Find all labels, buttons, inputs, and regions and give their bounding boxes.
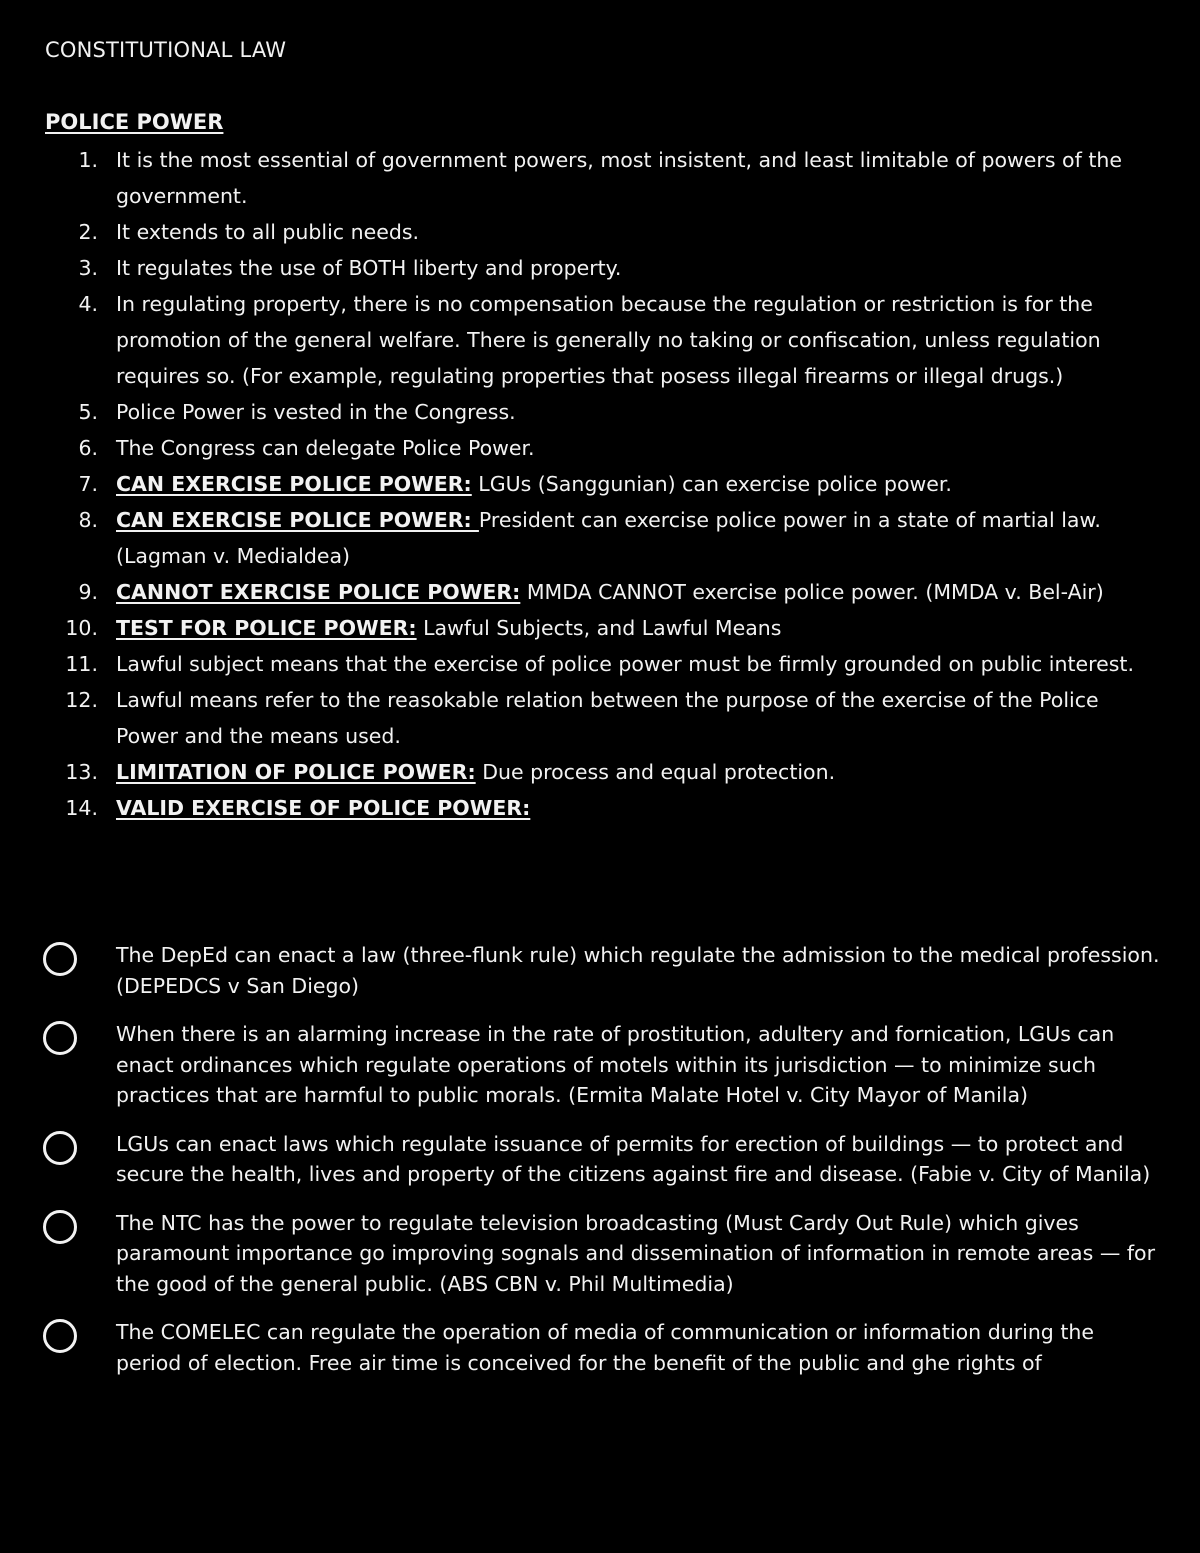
list-item <box>0 394 1200 430</box>
list-item <box>0 466 1200 502</box>
item-text: In regulating property, there is no compensation because the regulation or restriction is for the promotion of the general welfare. There is generally no taking or confiscation, unless regulation requires so. (For example, regulating properties that posess illegal firearms or illegal drugs.) <box>116 292 1101 388</box>
list-item <box>0 610 1200 646</box>
list-item <box>0 646 1200 682</box>
circle-bullet-icon <box>43 1210 77 1244</box>
list-item <box>0 286 1200 394</box>
item-text: Lawful subject means that the exercise of police power must be firmly grounded on public interest. <box>116 652 1134 676</box>
circle-bullet-icon <box>43 1319 77 1353</box>
item-text: President can exercise police power in a state of martial law. (Lagman v. Medialdea) <box>116 508 1101 568</box>
item-text: It regulates the use of BOTH liberty and property. <box>116 256 622 280</box>
item-number: 9. <box>78 580 98 604</box>
numbered-list <box>0 142 1200 826</box>
example-item <box>0 940 1200 1001</box>
list-item <box>0 142 1200 214</box>
item-number: 6. <box>78 436 98 460</box>
item-text: Due process and equal protection. <box>475 760 836 784</box>
example-text: The NTC has the power to regulate television broadcasting (Must Cardy Out Rule) which gives paramount importance go improving sognals and dissemination of information in remote areas — for the good of the general public. (ABS CBN v. Phil Multimedia) <box>116 1210 1156 1296</box>
list-item <box>0 682 1200 754</box>
list-item <box>0 574 1200 610</box>
item-number: 11. <box>65 652 98 676</box>
document-title: CONSTITUTIONAL LAW <box>45 38 287 62</box>
item-text: Lawful Subjects, and Lawful Means <box>416 616 782 640</box>
item-text: Lawful means refer to the reasokable relation between the purpose of the exercise of the Police Power and the means used. <box>116 688 1099 748</box>
item-number: 1. <box>78 148 98 172</box>
example-item <box>0 1208 1200 1300</box>
item-text: MMDA CANNOT exercise police power. (MMDA v. Bel-Air) <box>520 580 1104 604</box>
item-lead: TEST FOR POLICE POWER: <box>116 616 417 640</box>
item-number: 2. <box>78 220 98 244</box>
item-text: It extends to all public needs. <box>116 220 420 244</box>
example-list <box>0 940 1200 1396</box>
item-number: 14. <box>65 796 98 820</box>
item-lead: VALID EXERCISE OF POLICE POWER: <box>116 796 531 820</box>
example-text: The DepEd can enact a law (three-flunk rule) which regulate the admission to the medical profession. (DEPEDCS v San Diego) <box>116 943 1160 998</box>
example-text: LGUs can enact laws which regulate issuance of permits for erection of buildings — to protect and secure the health, lives and property of the citizens against fire and disease. (Fabie v. City of Manila) <box>116 1131 1151 1186</box>
item-number: 7. <box>78 472 98 496</box>
item-lead: CANNOT EXERCISE POLICE POWER: <box>116 580 521 604</box>
item-text: Police Power is vested in the Congress. <box>116 400 516 424</box>
item-lead: LIMITATION OF POLICE POWER: <box>116 760 476 784</box>
list-item <box>0 502 1200 574</box>
item-number: 12. <box>65 688 98 712</box>
list-item <box>0 430 1200 466</box>
item-number: 4. <box>78 292 98 316</box>
item-number: 13. <box>65 760 98 784</box>
example-item <box>0 1129 1200 1190</box>
circle-bullet-icon <box>43 942 77 976</box>
item-text: The Congress can delegate Police Power. <box>116 436 535 460</box>
example-text: The COMELEC can regulate the operation of media of communication or information during the period of election. Free air time is conceived for the benefit of the public and ghe rights of <box>116 1320 1094 1375</box>
example-item <box>0 1019 1200 1111</box>
item-number: 5. <box>78 400 98 424</box>
item-text: It is the most essential of government powers, most insistent, and least limitable of powers of the government. <box>116 148 1122 208</box>
item-text: LGUs (Sanggunian) can exercise police power. <box>471 472 952 496</box>
section-heading: POLICE POWER <box>45 110 224 134</box>
item-number: 10. <box>65 616 98 640</box>
list-item <box>0 754 1200 790</box>
circle-bullet-icon <box>43 1021 77 1055</box>
item-number: 8. <box>78 508 98 532</box>
circle-bullet-icon <box>43 1131 77 1165</box>
list-item <box>0 250 1200 286</box>
item-number: 3. <box>78 256 98 280</box>
list-item <box>0 214 1200 250</box>
item-lead: CAN EXERCISE POLICE POWER: <box>116 472 472 496</box>
list-item <box>0 790 1200 826</box>
example-text: When there is an alarming increase in the rate of prostitution, adultery and fornication, LGUs can enact ordinances which regulate operations of motels within its jurisdiction — to minimize such practices that are harmful to public morals. (Ermita Malate Hotel v. City Mayor of Manila) <box>116 1022 1115 1107</box>
item-lead: CAN EXERCISE POLICE POWER: <box>116 508 479 532</box>
example-item <box>0 1317 1200 1378</box>
